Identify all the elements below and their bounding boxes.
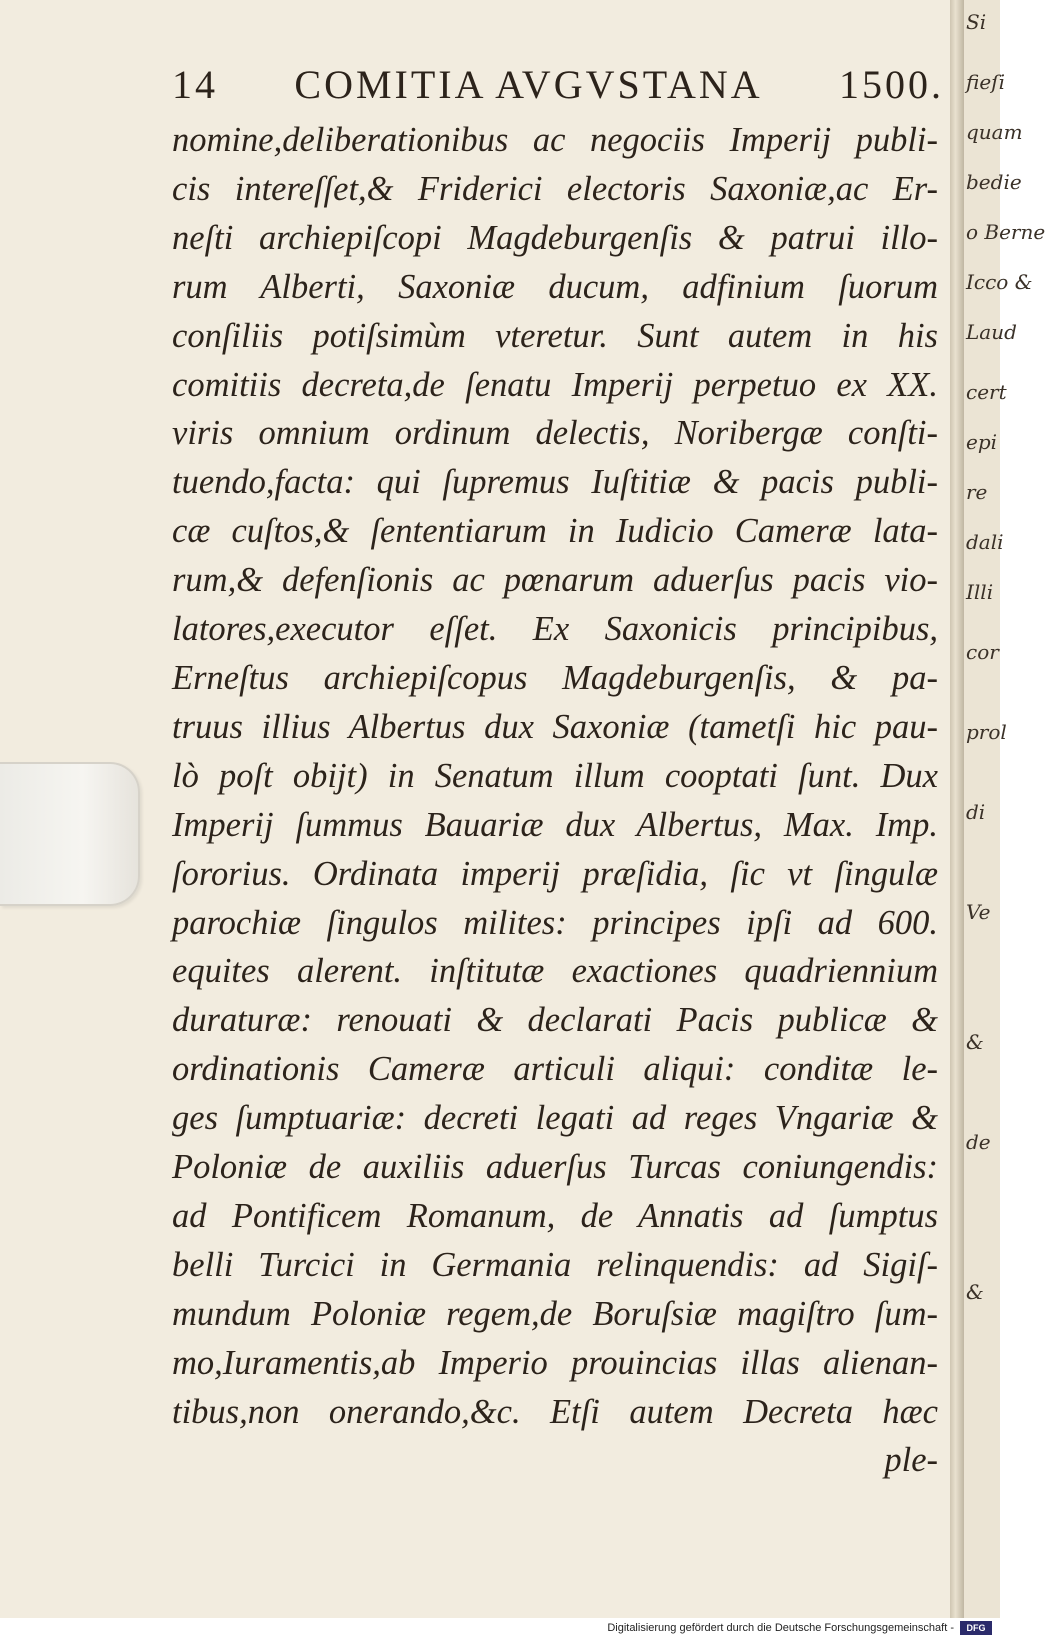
facing-page-fragment: epi [966, 430, 998, 454]
text-line: cis intereſſet,& Friderici electoris Saxoniæ,ac Er- [172, 169, 938, 208]
text-line: rum Alberti, Saxoniæ ducum, adfinium ſuorum [172, 267, 938, 306]
facing-page-fragment: cor [966, 640, 999, 664]
text-line: Imperij ſummus Bauariæ dux Albertus, Max. Imp. [172, 805, 938, 844]
facing-page-fragment: o Berne [966, 220, 1045, 244]
text-line: mo,Iuramentis,ab Imperio prouincias illas alienan- [172, 1343, 938, 1382]
text-line: neſti archiepiſcopi Magdeburgenſis & patrui illo- [172, 218, 938, 257]
running-title: COMITIA AVGVSTANA [294, 62, 763, 107]
text-line: lò poſt obijt) in Senatum illum cooptati ſunt. Dux [172, 756, 938, 795]
facing-page-fragment: Illi [966, 580, 994, 604]
text-line: Erneſtus archiepiſcopus Magdeburgenſis, & pa- [172, 658, 938, 697]
facing-page-fragment: di [966, 800, 986, 824]
text-line: tibus,non onerando,&c. Etſi autem Decreta hæc [172, 1392, 938, 1431]
facing-page-edge [964, 0, 1045, 1618]
text-line: cæ cuſtos,& ſententiarum in Iudicio Cameræ lata- [172, 512, 938, 551]
facing-page-fragment: quam [966, 120, 1023, 144]
text-line: ges ſumptuariæ: decreti legati ad reges Vngariæ & [172, 1099, 938, 1138]
text-line: ſororius. Ordinata imperij præſidia, ſic vt ſingulæ [172, 854, 938, 893]
text-line: latores,executor eſſet. Ex Saxonicis principibus, [172, 610, 938, 649]
text-line: ad Pontificem Romanum, de Annatis ad ſumptus [172, 1196, 938, 1235]
facing-page-fragment: Ve [966, 900, 991, 924]
facing-page-fragment: cert [966, 380, 1007, 404]
book-gutter [950, 0, 964, 1618]
text-line: Poloniæ de auxiliis aduerſus Turcas coniungendis: [172, 1148, 938, 1187]
facing-page-fragment: & [966, 1280, 984, 1304]
text-line: viris omnium ordinum delectis, Noribergæ conſti- [172, 414, 938, 453]
text-line: truus illius Albertus dux Saxoniæ (tametſi hic pau- [172, 707, 938, 746]
header-year: 1500. [839, 62, 944, 107]
text-line: nomine,deliberationibus ac negociis Imperij publi- [172, 121, 938, 159]
text-line: comitiis decreta,de ſenatu Imperij perpetuo ex XX. [172, 365, 938, 404]
text-line: mundum Poloniæ regem,de Boruſsiæ magiſtro ſum- [172, 1294, 938, 1333]
text-line: duraturæ: renouati & declarati Pacis publicæ & [172, 1001, 938, 1040]
facing-page-fragment: Icco & [966, 270, 1033, 294]
text-line: ordinationis Cameræ articuli aliqui: conditæ le- [172, 1050, 938, 1089]
dfg-logo: DFG [960, 1621, 992, 1635]
funding-credit: Digitalisierung gefördert durch die Deutsche Forschungsgemeinschaft - [607, 1622, 954, 1634]
facing-page-fragment: re [966, 480, 988, 504]
digitization-footer [0, 1618, 1000, 1640]
text-line: tuendo,facta: qui ſupremus Iuſtitiæ & pacis publi- [172, 463, 938, 502]
facing-page-fragment: dali [966, 530, 1004, 554]
text-line: conſiliis potiſsimùm vteretur. Sunt autem in his [172, 316, 938, 355]
page-number: 14 [172, 62, 218, 107]
text-line: belli Turcici in Germania relinquendis: ad Sigiſ- [172, 1245, 938, 1284]
text-line: equites alerent. inſtitutæ exactiones quadriennium [172, 952, 938, 991]
text-line: rum,& defenſionis ac pœnarum aduerſus pacis vio- [172, 561, 938, 600]
catchword: ple- [884, 1441, 938, 1480]
facing-page-fragment: & [966, 1030, 984, 1054]
facing-page-fragment: Si [966, 10, 987, 34]
text-line: parochiæ ſingulos milites: principes ipſi ad 600. [172, 903, 938, 942]
running-header [172, 58, 944, 116]
page-body [172, 58, 944, 1485]
facing-page-fragment: de [966, 1130, 991, 1154]
facing-page-fragment: fieſi [966, 70, 1005, 94]
facing-page-fragment: Laud [966, 320, 1017, 344]
facing-page-fragment: prol [966, 720, 1007, 744]
facing-page-fragment: bedie [966, 170, 1022, 194]
paper-clip [0, 762, 140, 906]
